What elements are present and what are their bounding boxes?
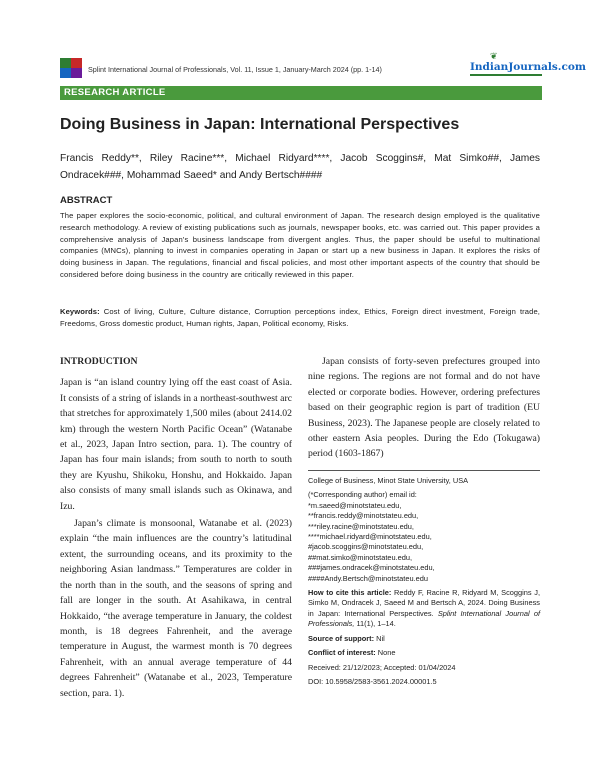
keywords-label: Keywords:	[60, 307, 100, 316]
support-line	[308, 634, 540, 644]
email-line[interactable]: #jacob.scoggins@minotstateu.edu,	[308, 542, 424, 552]
footnote-divider	[308, 470, 540, 471]
article-title: Doing Business in Japan: International Perspectives	[60, 116, 460, 133]
journal-logo-icon	[60, 58, 82, 78]
left-column	[60, 354, 292, 701]
introduction-heading: INTRODUCTION	[60, 356, 138, 367]
section-label: RESEARCH ARTICLE	[64, 87, 166, 98]
publisher-logo: ❦ IndianJournals.com	[470, 52, 542, 76]
keywords	[60, 306, 540, 330]
conflict-line	[308, 648, 540, 658]
citation-block	[308, 588, 540, 630]
intro-paragraph-1: Japan is “an island country lying off the east coast of Asia. It consists of a string of islands in a northeast-southwest arc that stretches for approximately 1,500 miles (about 2414.02 km) through the western North Pacific Ocean” (Watanabe et al., 2023, Japan Intro section, para. 1). The country of Japan has four main islands; from south to north to south they are Kyushu, Shikoku, Honshu, and Hokkaido. Japan also consists of many small islands such as Okinawa, and Izu.	[60, 377, 292, 512]
publisher-logo-text: IndianJournals.com	[470, 61, 586, 73]
right-column-paragraph: Japan consists of forty-seven prefectures grouped into nine regions. The regions are not formal and do not have elected or corporate bodies. However, ordering prefectures based on their geographic region is part of tradition (EU Business, 2023). The Japanese people are closely related to other eastern Asia peoples. During the Edo (Tokugawa) period (1603-1867)	[308, 356, 540, 460]
email-line[interactable]: ***riley.racine@minotstateu.edu,	[308, 521, 414, 531]
cite-journal: Splint International Journal of Professionals,	[308, 608, 540, 629]
conflict-label: Conflict of interest:	[308, 648, 376, 658]
college-line: College of Business, Minot State University, USA	[308, 476, 469, 485]
doi-line[interactable]: DOI: 10.5958/2583-3561.2024.00001.5	[308, 676, 437, 686]
corresponding-line: (*Corresponding author) email id:	[308, 490, 417, 500]
abstract-heading: ABSTRACT	[60, 195, 113, 206]
intro-paragraph-2: Japan’s climate is monsoonal, Watanabe et al. (2023) explain “the main influences are the country’s latitudinal extent, the surrounding oceans, and its proximity to the neighboring Asian landmass.” Temperatures are colder in the north than in the south, and the seasons of spring and fall are longer in the south. At Asahikawa, in central Hokkaido, “the average temperature in January, the coldest month, is 18 degrees Fahrenheit, and the average temperature in August, the warmest month is 70 degrees Fahrenheit, with an annual average temperature of 44 degrees Fahrenheit” (Watanabe et al., 2023, Temperature section, para. 1).	[60, 518, 292, 699]
affiliation-block	[308, 476, 540, 687]
support-value: Nil	[374, 633, 385, 643]
journal-citation-line: Splint International Journal of Professionals, Vol. 11, Issue 1, January-March 2024 (pp. 1-14)	[88, 65, 382, 74]
email-line[interactable]: ****michael.ridyard@minotstateu.edu,	[308, 532, 432, 542]
email-line[interactable]: *m.saeed@minotstateu.edu,	[308, 500, 402, 510]
keywords-list: Cost of living, Culture, Culture distance, Corruption perceptions index, Ethics, Foreign direct investment, Foreign trade, Freedoms, Gross domestic product, Human rights, Japan, Political economy, Risks.	[60, 307, 540, 328]
dates-line: Received: 21/12/2023; Accepted: 01/04/2024	[308, 662, 456, 672]
cite-label: How to cite this article:	[308, 588, 392, 598]
email-line[interactable]: **francis.reddy@minotstateu.edu,	[308, 511, 419, 521]
conflict-value: None	[375, 648, 396, 658]
email-line[interactable]: ####Andy.Bertsch@minotstateu.edu	[308, 573, 428, 583]
email-line[interactable]: ##mat.simko@minotstateu.edu,	[308, 552, 413, 562]
support-label: Source of support:	[308, 633, 375, 643]
cite-text: Reddy F, Racine R, Ridyard M, Scoggins J, Simko M, Ondracek J, Saeed M and Bertsch A, 2024. Doing Business in Japan: International Perspectives.	[308, 588, 540, 618]
cite-tail: 11(1), 1–14.	[354, 619, 396, 629]
author-list: Francis Reddy**, Riley Racine***, Michael Ridyard****, Jacob Scoggins#, Mat Simko##, James Ondracek###, Mohammad Saeed* and Andy Bertsch####	[60, 153, 540, 181]
abstract-text: The paper explores the socio-economic, political, and cultural environment of Japan. The research design employed is the qualitative research methodology. A review of existing publications such as journals, newspaper books, etc. was carried out. This paper provides a comprehensive analysis of Japan's business landscape from divergent angles. Thus, the paper should be useful to multinational companies (MNCs), planning to invest in companies operating in Japan or start up a new business in Japan. It explores the risks of doing business in Japan. The regulations, financial and fiscal policies, and most other important aspects of the country that should be considered before doing business in the country are critically reviewed in this paper.	[60, 211, 540, 279]
email-line[interactable]: ###james.ondracek@minotstateu.edu,	[308, 563, 435, 573]
